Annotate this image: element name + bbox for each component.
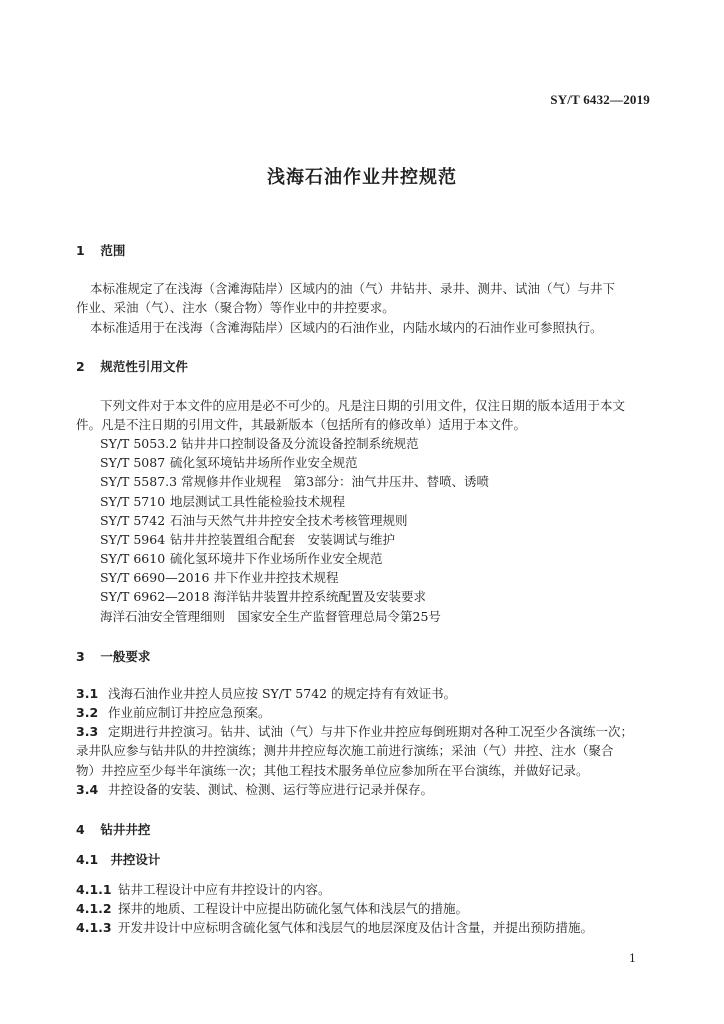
clause-number: 3.1 — [76, 686, 99, 701]
clause-4-1-1 — [76, 882, 331, 898]
section-1-heading — [76, 243, 125, 259]
reference-code: SY/T 5964 — [100, 532, 166, 547]
reference-code: SY/T 6610 — [100, 551, 166, 566]
section-title: 范围 — [100, 243, 126, 258]
section-number: 2 — [76, 359, 85, 374]
section-number: 3 — [76, 649, 85, 664]
reference-item — [100, 551, 383, 567]
reference-item: 海洋石油安全管理细则 国家安全生产监督管理总局令第25号 — [100, 609, 441, 624]
reference-item — [100, 589, 426, 605]
clause-number: 4.1.3 — [76, 920, 112, 935]
reference-item — [100, 570, 338, 586]
clause-text: 作业前应制订井控应急预案。 — [107, 705, 271, 720]
section-number: 4 — [76, 822, 85, 837]
standard-code: SY/T 6432—2019 — [550, 92, 650, 107]
clause-4-1-2 — [76, 901, 468, 917]
paragraph-line: 下列文件对于本文件的应用是必不可少的。凡是注日期的引用文件，仅注日期的版本适用于本文 — [100, 398, 626, 413]
section-title: 钻井井控 — [100, 822, 151, 837]
reference-item — [100, 532, 395, 548]
reference-title: 石油与天然气井井控安全技术考核管理规则 — [169, 513, 408, 528]
reference-item — [100, 455, 358, 471]
clause-3-2 — [76, 705, 271, 721]
section-title: 一般要求 — [100, 649, 151, 664]
reference-item — [100, 436, 419, 452]
clause-4-1-3 — [76, 920, 593, 936]
reference-code: SY/T 6690—2016 — [100, 570, 210, 585]
reference-code: SY/T 5053.2 — [100, 436, 178, 451]
subsection-number: 4.1 — [76, 852, 99, 867]
paragraph-line: 本标准适用于在浅海（含滩海陆岸）区域内的石油作业，内陆水域内的石油作业可参照执行。 — [90, 320, 603, 335]
section-number: 1 — [76, 243, 85, 258]
reference-code: SY/T 5087 — [100, 455, 166, 470]
reference-item — [100, 513, 408, 529]
paragraph-line: 录井队应参与钻井队的井控演练；测井井控应每次施工前进行演练；采油（气）井控、注水（聚合 — [76, 743, 614, 758]
document-title: 浅海石油作业井控规范 — [267, 167, 457, 188]
subsection-4-1-heading — [76, 852, 160, 868]
clause-text: 钻井工程设计中应有井控设计的内容。 — [117, 882, 331, 897]
reference-title: 硫化氢环境钻井场所作业安全规范 — [169, 455, 358, 470]
clause-text: 浅海石油作业井控人员应按 SY/T 5742 的规定持有有效证书。 — [107, 686, 457, 701]
clause-text: 探井的地质、工程设计中应提出防硫化氢气体和浅层气的措施。 — [117, 901, 468, 916]
page-number: 1 — [629, 952, 636, 965]
reference-code: SY/T 5742 — [100, 513, 166, 528]
reference-title: 地层测试工具性能检验技术规程 — [169, 494, 345, 509]
clause-number: 4.1.2 — [76, 901, 112, 916]
clause-number: 4.1.1 — [76, 882, 112, 897]
reference-code: SY/T 5710 — [100, 494, 166, 509]
paragraph-line: 本标准规定了在浅海（含滩海陆岸）区域内的油（气）井钻井、录井、测井、试油（气）与井下 — [90, 281, 616, 296]
reference-code: SY/T 5587.3 — [100, 474, 178, 489]
clause-text: 井控设备的安装、测试、检测、运行等应进行记录并保存。 — [107, 782, 433, 797]
section-3-heading — [76, 649, 150, 665]
reference-title: 井下作业井控技术规程 — [213, 570, 339, 585]
section-2-heading — [76, 359, 188, 375]
reference-title: 钻井井口控制设备及分流设备控制系统规范 — [181, 436, 419, 451]
clause-3-4 — [76, 782, 433, 798]
clause-3-1 — [76, 686, 456, 702]
paragraph-line: 作业、采油（气）、注水（聚合物）等作业中的井控要求。 — [76, 300, 395, 315]
clause-text: 开发井设计中应标明含硫化氢气体和浅层气的地层深度及估计含量，并提出预防措施。 — [117, 920, 593, 935]
clause-number: 3.4 — [76, 782, 99, 797]
clause-text: 定期进行井控演习。钻井、试油（气）与井下作业井控应每倒班期对各种工况至少各演练一次； — [107, 724, 633, 739]
reference-title: 硫化氢环境井下作业场所作业安全规范 — [169, 551, 383, 566]
section-4-heading — [76, 822, 150, 838]
reference-title: 常规修井作业规程 第3部分：油气井压井、替喷、诱喷 — [181, 474, 490, 489]
reference-item — [100, 474, 489, 490]
clause-3-3 — [76, 724, 633, 740]
section-title: 规范性引用文件 — [100, 359, 188, 374]
paragraph-line: 件。凡是不注日期的引用文件，其最新版本（包括所有的修改单）适用于本文件。 — [76, 417, 527, 432]
reference-item — [100, 494, 345, 510]
clause-number: 3.2 — [76, 705, 99, 720]
subsection-title: 井控设计 — [110, 852, 161, 867]
reference-code: SY/T 6962—2018 — [100, 589, 210, 604]
reference-title: 钻井井控装置组合配套 安装调试与维护 — [169, 532, 395, 547]
reference-title: 海洋钻井装置井控系统配置及安装要求 — [213, 589, 426, 604]
clause-number: 3.3 — [76, 724, 99, 739]
paragraph-line: 物）井控应至少每半年演练一次；其他工程技术服务单位应参加所在平台演练，并做好记录。 — [76, 763, 589, 778]
